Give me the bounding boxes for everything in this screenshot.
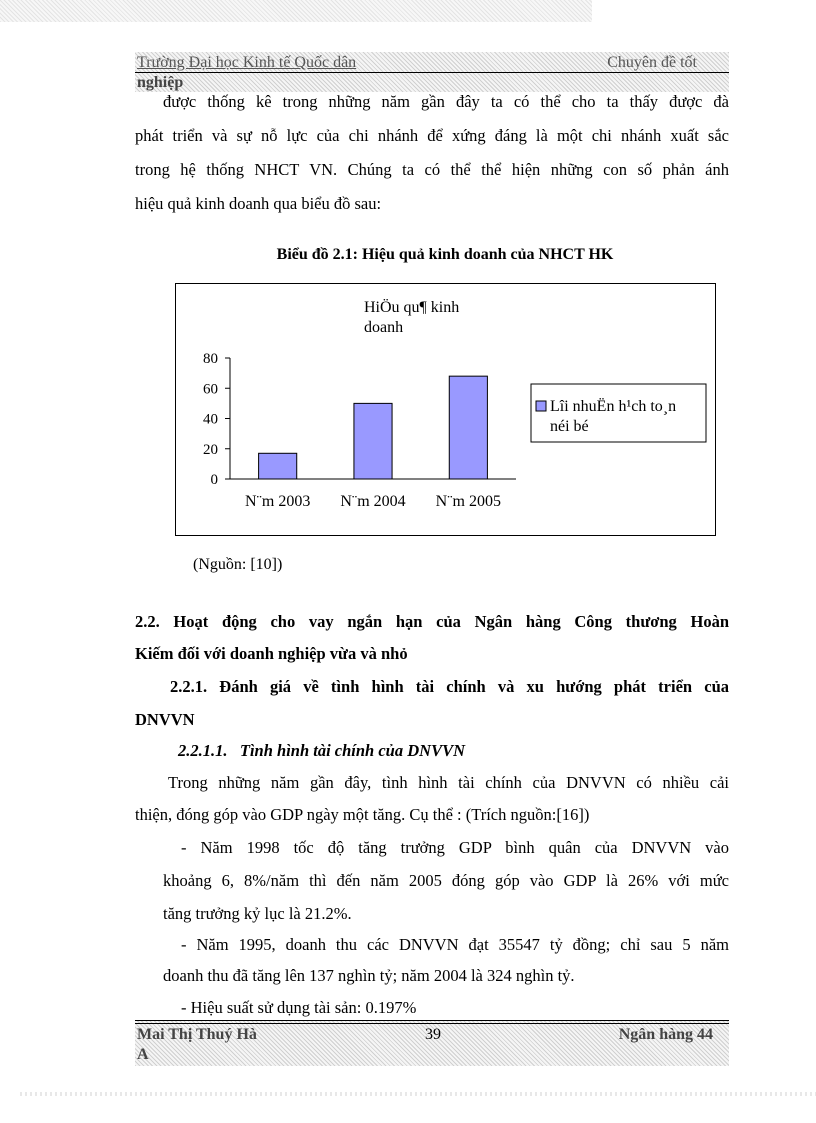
intro-line-3: trong hệ thống NHCT VN. Chúng ta có thể thể hiện những con số phản ánh <box>135 160 729 179</box>
chart-caption: Biểu đồ 2.1: Hiệu quả kinh doanh của NHCT HK <box>276 246 614 263</box>
page-footer <box>135 1020 729 1066</box>
para1-line-1: Trong những năm gần đây, tình hình tài chính của DNVVN có nhiều cải <box>168 773 729 792</box>
page-header <box>135 52 729 92</box>
chart-title-line-2: doanh <box>364 319 404 336</box>
chart-frame <box>175 283 716 536</box>
footer-author-continued: A <box>137 1046 149 1063</box>
bullet1-line-3: tăng trưởng kỷ lục là 21.2%. <box>163 904 352 923</box>
para1-line-2: thiện, đóng góp vào GDP ngày một tăng. Cụ thể : (Trích nguồn:[16]) <box>135 805 590 824</box>
chart-source: (Nguồn: [10]) <box>193 556 283 573</box>
bullet2-line-1: - Năm 1995, doanh thu các DNVVN đạt 35547 tỷ đồng; chỉ sau 5 năm <box>181 935 729 954</box>
bar-2 <box>354 403 392 479</box>
footer-page-number: 39 <box>425 1026 441 1043</box>
legend-label-line-1: Lîi nhuËn h¹ch to¸n <box>550 398 677 415</box>
legend-label-line-2: néi bé <box>550 418 589 435</box>
intro-line-2: phát triển và sự nỗ lực của chi nhánh để xứng đáng là một chi nhánh xuất sắc <box>135 126 729 145</box>
footer-class: Ngân hàng 44 <box>618 1026 713 1043</box>
bar-3 <box>449 376 487 479</box>
intro-line-4: hiệu quả kinh doanh qua biểu đồ sau: <box>135 194 382 213</box>
y-tick-label-0: 0 <box>210 472 218 488</box>
y-tick-label-40: 40 <box>203 411 218 428</box>
header-university: Trường Đại học Kinh tế Quốc dân <box>137 54 357 71</box>
bullet1-line-2: khoảng 6, 8%/năm thì đến năm 2005 đóng góp vào GDP là 26% với mức <box>163 871 729 890</box>
chart-title-line-1: HiÖu qu¶ kinh <box>364 299 460 316</box>
section-2-2-line-2: Kiếm đối với doanh nghiệp vừa và nhỏ <box>135 644 408 663</box>
x-tick-label-3: N¨m 2005 <box>435 493 501 510</box>
x-tick-label-2: N¨m 2004 <box>340 493 406 510</box>
section-2-2-line-1: 2.2. Hoạt động cho vay ngắn hạn của Ngân hàng Công thương Hoàn <box>135 612 729 631</box>
header-doc-type-continued: nghiệp <box>137 74 184 91</box>
top-decorative-strip <box>0 0 592 22</box>
header-doc-type: Chuyên đề tốt <box>607 54 697 71</box>
header-rule <box>135 72 729 73</box>
legend-swatch <box>536 401 546 411</box>
y-tick-label-60: 60 <box>203 381 218 398</box>
bottom-decorative-strip <box>20 1092 816 1096</box>
footer-rule-bottom <box>135 1023 729 1024</box>
y-tick-label-20: 20 <box>203 441 218 458</box>
section-2-2-1-1-heading: 2.2.1.1. Tình hình tài chính của DNVVN <box>178 741 465 760</box>
bullet1-line-1: - Năm 1998 tốc độ tăng trưởng GDP bình quân của DNVVN vào <box>181 838 729 857</box>
x-tick-label-1: N¨m 2003 <box>245 493 311 510</box>
intro-line-1: được thống kê trong những năm gần đây ta có thể cho ta thấy được đà <box>163 92 729 111</box>
bar-1 <box>259 453 297 479</box>
bar-chart <box>176 284 715 535</box>
section-2-2-1-line-2: DNVVN <box>135 710 195 729</box>
section-2-2-1-line-1: 2.2.1. Đánh giá về tình hình tài chính và xu hướng phát triển của <box>170 677 729 696</box>
footer-author: Mai Thị Thuý Hà <box>137 1026 257 1043</box>
y-tick-label-80: 80 <box>203 351 218 367</box>
footer-rule-top <box>135 1020 729 1021</box>
bullet3-line: - Hiệu suất sử dụng tài sản: 0.197% <box>181 998 417 1017</box>
bullet2-line-2: doanh thu đã tăng lên 137 nghìn tỷ; năm 2004 là 324 nghìn tỷ. <box>163 966 575 985</box>
